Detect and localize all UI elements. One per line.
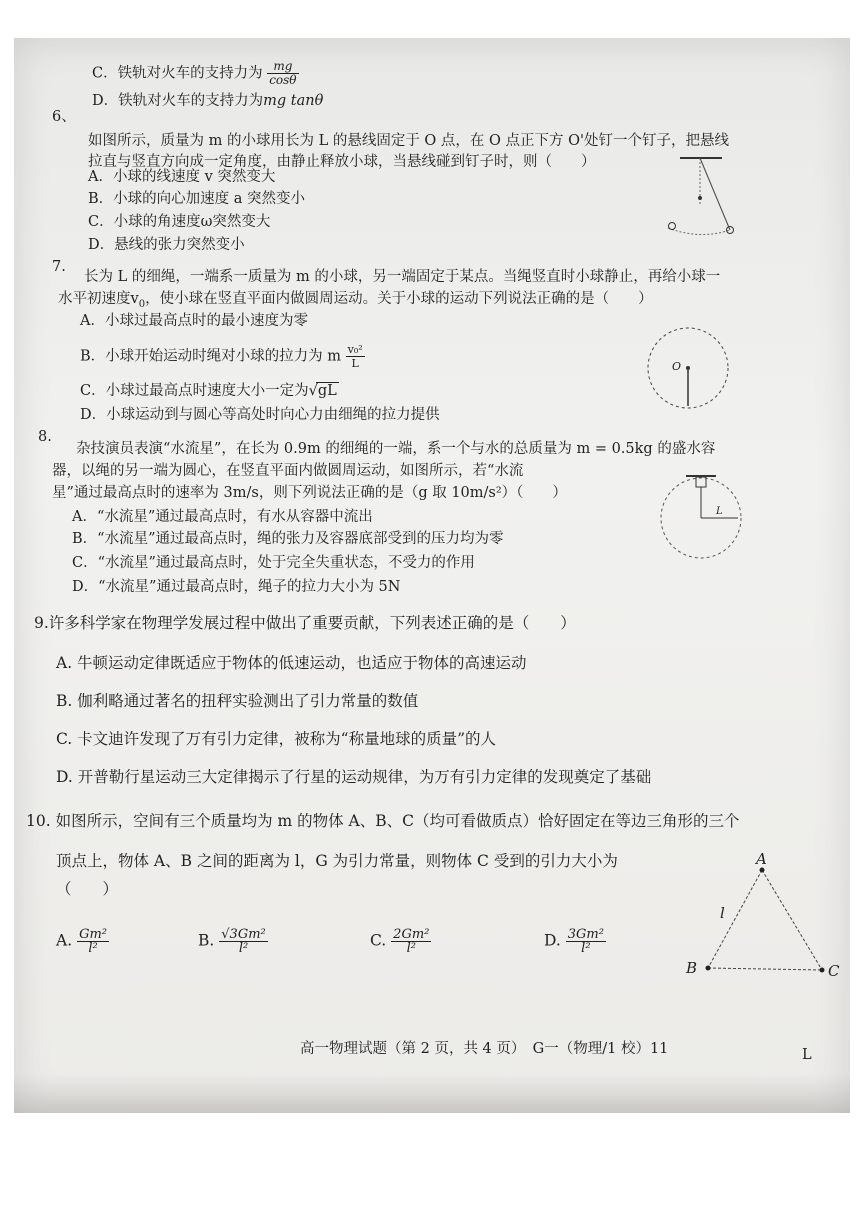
q7-option-c — [80, 382, 339, 400]
q7-stem-line2-end: ，使小球在竖直平面内做圆周运动。关于小球的运动下列说法正确的是（ ） — [145, 291, 653, 307]
q9-option-d: D. 开普勒行星运动三大定律揭示了行星的运动规律，为万有引力定律的发现奠定了基础 — [56, 768, 652, 786]
q5-option-d-expr: mg tanθ — [263, 93, 324, 109]
q10-answer-paren: （ ） — [56, 880, 119, 898]
q8-number: 8. — [38, 429, 52, 445]
q6-option-b: B．小球的向心加速度 a 突然变小 — [88, 191, 306, 207]
q5-option-d-text: D．铁轨对火车的支持力为 — [92, 93, 264, 109]
q7-stem-line2-start: 水平初速度v — [58, 291, 139, 307]
q8-option-a: A．“水流星”通过最高点时，有水从容器中流出 — [72, 509, 373, 525]
q7-option-b-fraction: $\frac{\text{v₀²}}{L}$ — [347, 343, 363, 370]
q8-stem-line1: 杂技演员表演“水流星”，在长为 0.9m 的细绳的一端，系一个与水的总质量为 m = 0.5kg 的盛水容 — [76, 441, 716, 457]
q9-stem: 9.许多科学家在物理学发展过程中做出了重要贡献，下列表述正确的是（ ） — [34, 614, 576, 632]
q5-option-c — [92, 60, 299, 87]
q10-option-c — [370, 928, 431, 955]
q10-option-c-letter: C. — [370, 931, 387, 950]
page-footer-tail: L — [802, 1047, 812, 1063]
q6-number: 6、 — [52, 109, 76, 125]
q10-option-a-fraction: $\frac{\text{Gm²}}{\text{l²}}$ — [79, 927, 107, 956]
q7-option-d: D．小球运动到与圆心等高处时向心力由细绳的拉力提供 — [80, 407, 440, 423]
pendulum-figure — [660, 150, 760, 240]
q7-option-a: A．小球过最高点时的最小速度为零 — [80, 313, 308, 329]
q9-option-a: A. 牛顿运动定律既适应于物体的低速运动，也适应于物体的高速运动 — [56, 654, 527, 672]
q10-option-d-fraction: $\frac{\text{3Gm²}}{\text{l²}}$ — [567, 927, 604, 956]
q10-option-b-fraction: $\frac{\text{√3Gm²}}{\text{l²}}$ — [221, 927, 266, 956]
vertex-label-b: B — [686, 959, 698, 977]
vertex-label-a: A — [756, 850, 767, 868]
water-star-figure — [650, 470, 760, 570]
q10-option-d-letter: D. — [544, 931, 561, 950]
q10-option-d — [544, 928, 606, 955]
q8-option-c: C．“水流星”通过最高点时，处于完全失重状态，不受力的作用 — [72, 555, 475, 571]
q8-option-b: B．“水流星”通过最高点时，绳的张力及容器底部受到的压力均为零 — [72, 531, 504, 547]
q7-v0-subscript: 0 — [138, 298, 146, 310]
q8-stem-line2: 器，以绳的另一端为圆心，在竖直平面内做圆周运动，如图所示，若“水流 — [52, 463, 524, 479]
q7-option-b — [80, 343, 365, 370]
q5-option-c-fraction: $\frac{mg}{\cos\theta}$ — [269, 59, 297, 87]
circle-motion-figure-q7 — [640, 318, 740, 418]
q10-stem-line1: 10. 如图所示，空间有三个质量均为 m 的物体 A、B、C（均可看做质点）恰好固定在等边三角形的三个 — [26, 812, 740, 830]
q10-option-b-letter: B. — [198, 931, 215, 950]
page-footer: 高一物理试题（第 2 页，共 4 页） G一（物理/1 校）11 — [300, 1041, 669, 1057]
q7-option-c-text: C．小球过最高点时速度大小一定为 — [80, 383, 309, 399]
q10-option-b — [198, 928, 268, 955]
q7-stem-line2 — [58, 290, 653, 314]
q10-option-c-fraction: $\frac{\text{2Gm²}}{\text{l²}}$ — [393, 927, 430, 956]
q8-option-d: D．“水流星”通过最高点时，绳子的拉力大小为 5N — [72, 579, 401, 595]
side-label-l: l — [720, 904, 725, 922]
q6-option-a: A．小球的线速度 v 突然变大 — [88, 169, 276, 185]
q10-stem-line2: 顶点上，物体 A、B 之间的距离为 l，G 为引力常量，则物体 C 受到的引力大小为 — [56, 852, 618, 870]
q5-option-c-text: C．铁轨对火车的支持力为 — [92, 65, 263, 82]
vertex-label-c: C — [828, 962, 840, 980]
q7-number: 7. — [52, 259, 66, 275]
q7-fig-label-o: O — [672, 360, 682, 373]
q6-option-d: D．悬线的张力突然变小 — [88, 237, 245, 253]
q9-option-c: C. 卡文迪许发现了万有引力定律，被称为“称量地球的质量”的人 — [56, 730, 497, 748]
sqrt-icon: √ — [308, 383, 318, 399]
q8-stem-line3: 星”通过最高点时的速率为 3m/s，则下列说法正确的是（g 取 10m/s²）（ ） — [52, 485, 567, 501]
triangle-figure — [676, 846, 848, 984]
q6-stem-line1: 如图所示，质量为 m 的小球用长为 L 的悬线固定于 O 点，在 O 点正下方 O'处钉一个钉子，把悬线 — [88, 133, 730, 149]
q7-option-b-text: B．小球开始运动时绳对小球的拉力为 m — [80, 348, 342, 365]
q6-stem-line2: 拉直与竖直方向成一定角度，由静止释放小球，当悬线碰到钉子时，则（ ） — [88, 154, 596, 170]
q8-fig-label-l: L — [716, 506, 723, 517]
q7-option-c-root: gL — [317, 383, 337, 399]
q10-option-a — [56, 928, 109, 955]
q5-option-d — [92, 92, 323, 110]
q6-option-c: C．小球的角速度ω突然变大 — [88, 214, 271, 230]
q9-option-b: B. 伽利略通过著名的扭秤实验测出了引力常量的数值 — [56, 692, 419, 710]
q7-stem-line1: 长为 L 的细绳，一端系一质量为 m 的小球，另一端固定于某点。当绳竖直时小球静止，再给小球一 — [84, 269, 721, 285]
q10-option-a-letter: A. — [56, 931, 73, 950]
